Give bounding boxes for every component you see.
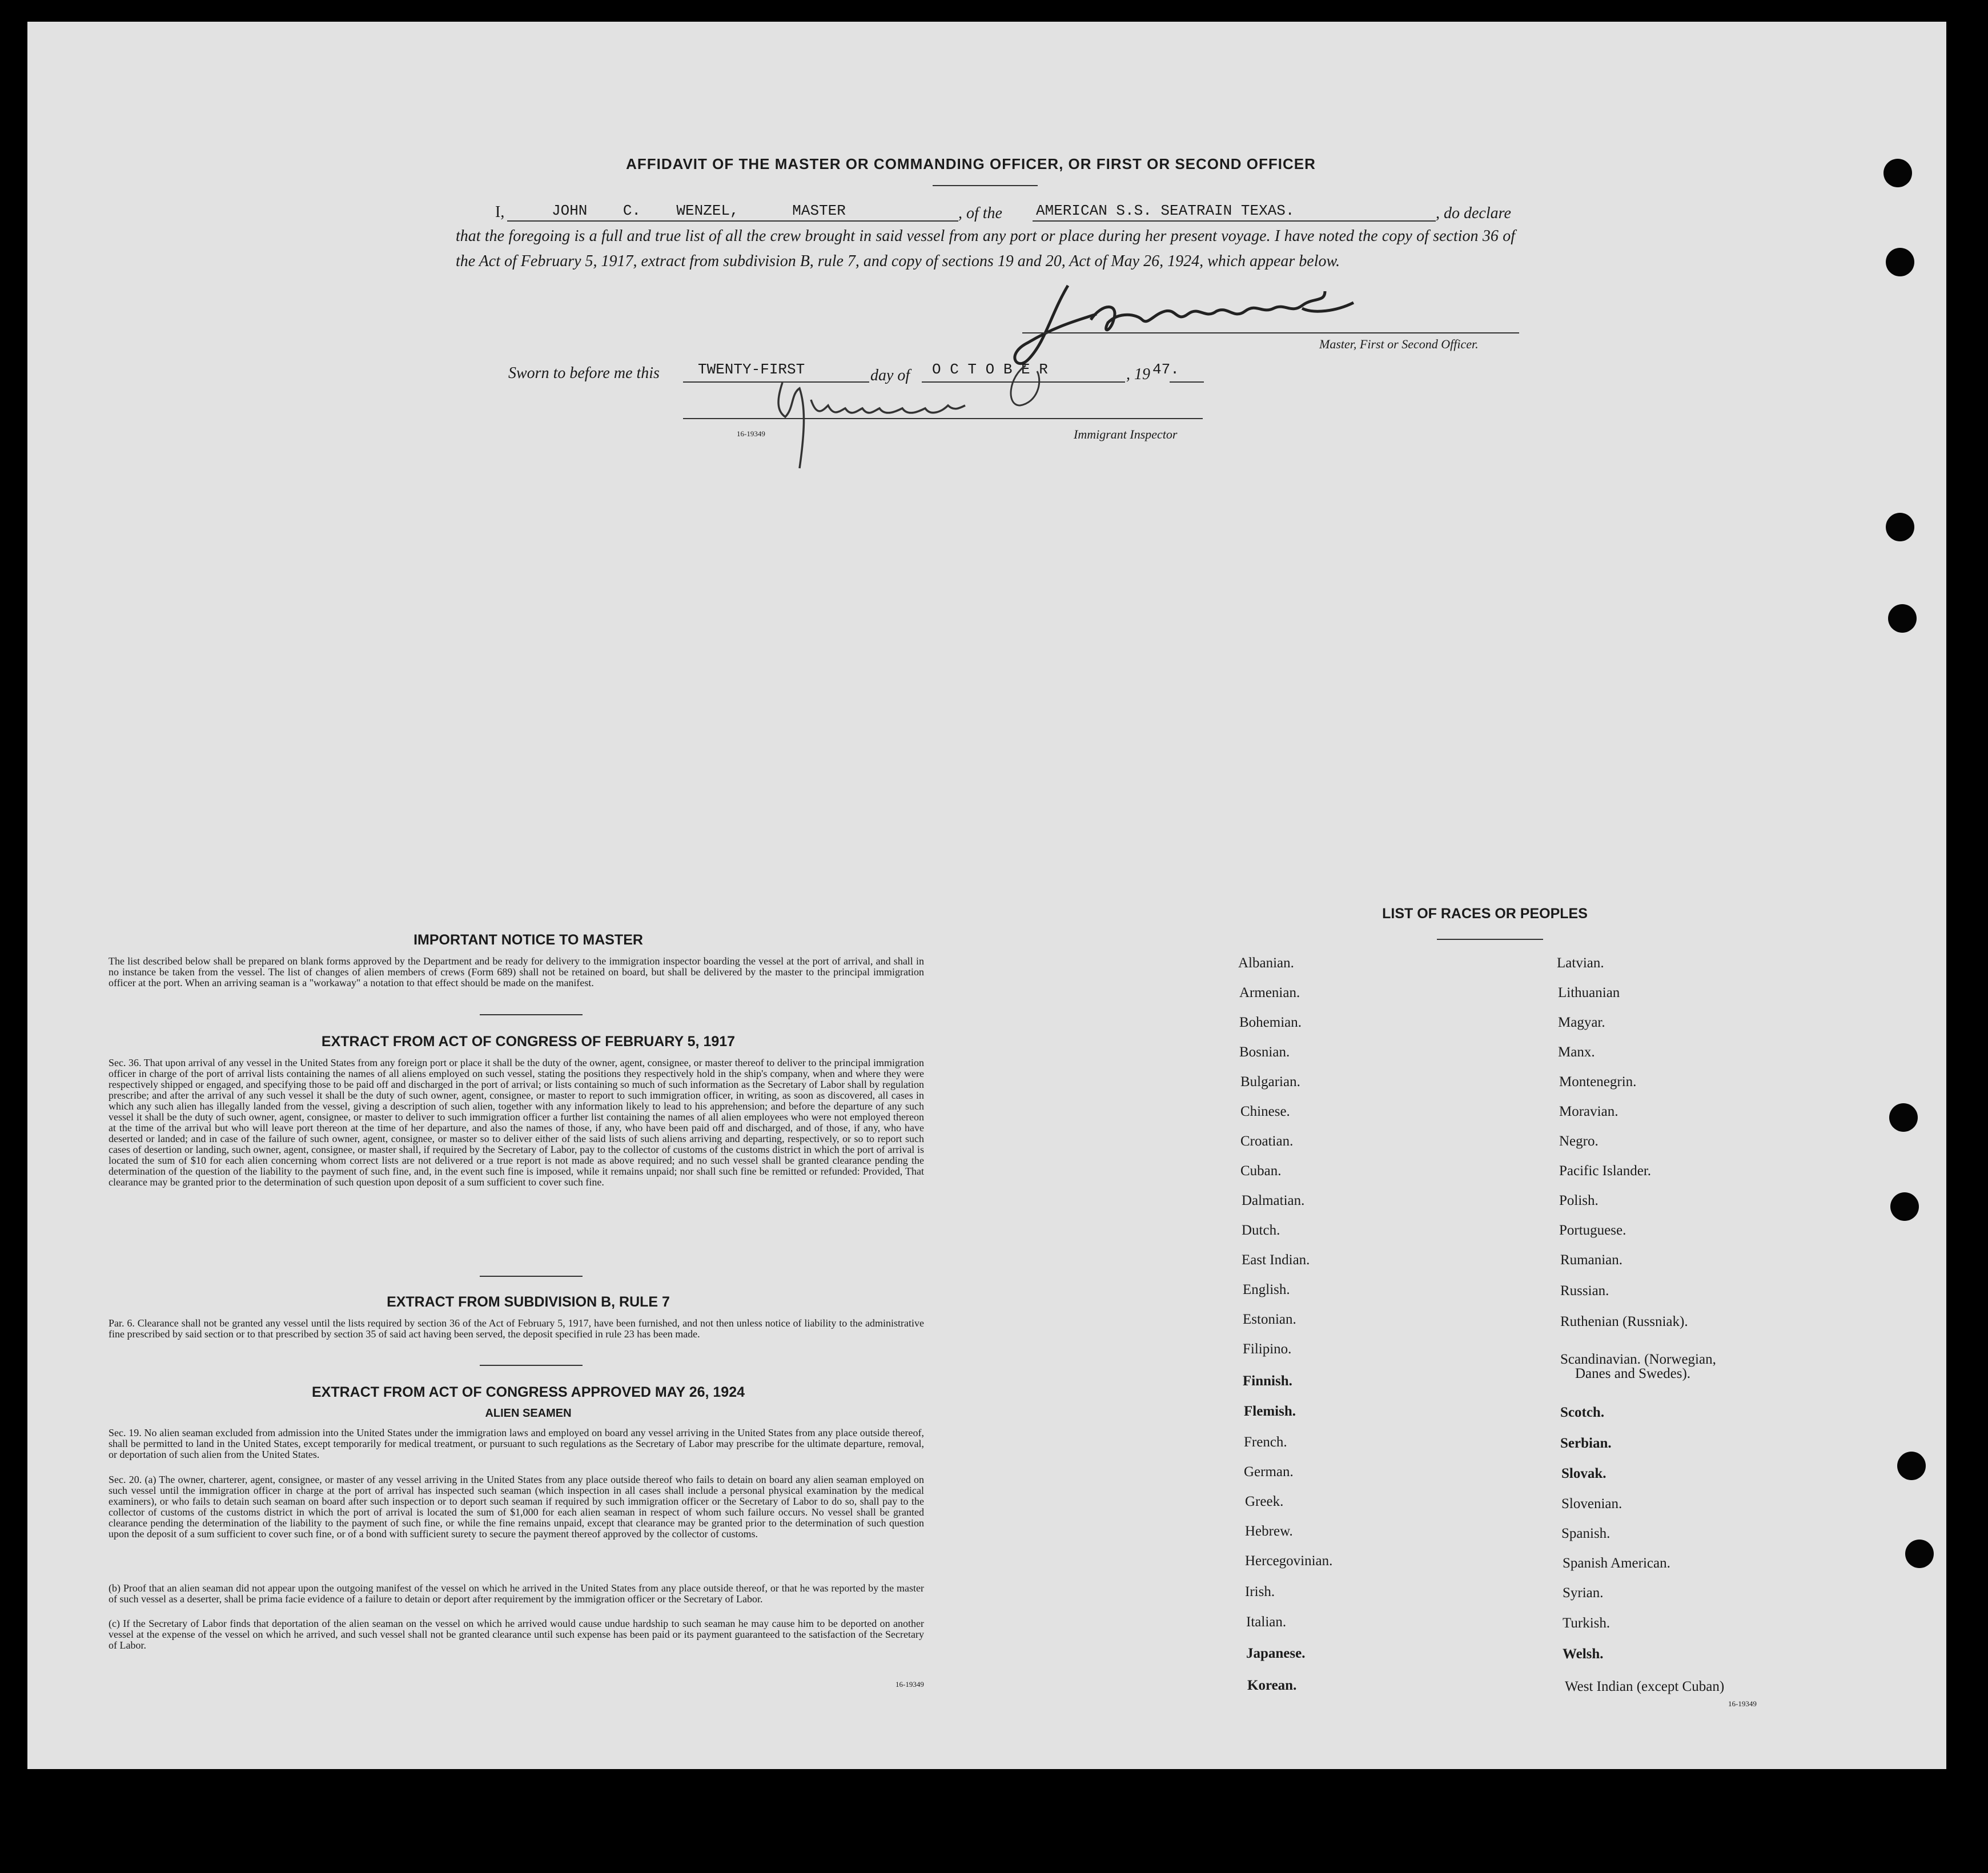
affidavit-statement: that the foregoing is a full and true list of all the crew brought in said vessel from any port or place during her present voyage. I have noted the copy of section 36 of the Act of February 5, 1917, extract from subdivision B, rule 7, and copy of sections 19 and 20, Act of May 26, 1924, which appear below. [456,227,1515,270]
race-item: Bohemian. [1239,1015,1302,1030]
year-suffix: 47. [1152,361,1179,378]
race-item: Slovak. [1561,1466,1607,1481]
race-item: Hebrew. [1245,1524,1293,1539]
race-item: Montenegrin. [1559,1074,1637,1090]
race-item: Pacific Islander. [1559,1163,1652,1179]
sec19-body: Sec. 19. No alien seaman excluded from admission into the United States under the immigration laws and employed on board any vessel arriving in the United States from any place outside thereof, shall be permitted to land in the United States, except temporarily for medical treatment, or pursuant to such regulations as the Secretary of Labor may prescribe for the ultimate departure, removal, or deportation of such alien from the United States. [109,1427,924,1460]
race-item: Polish. [1559,1193,1599,1208]
extract1-body: Sec. 36. That upon arrival of any vessel in the United States from any foreign port or place it shall be the duty of the owner, agent, consignee, or master thereof to deliver to the principal immigration officer in charge of the port of arrival lists containing the names of all aliens employed on such vessel, stating the positions they respectively hold in the ship's company, when and where they were respectively shipped or engaged, and specifying those to be paid off and discharged in the port of arrival; or lists containing so much of such information as the Secretary of Labor shall by regulation prescribe; and after the arrival of any such vessel it shall be the duty of such owner, agent, consignee, or master to report to such immigration officer, in writing, as soon as discovered, all cases in which any such alien has illegally landed from the vessel, giving a description of such alien, together with any information likely to lead to his apprehension; and before the departure of any such vessel it shall be the duty of such owner, agent, consignee, or master to deliver to such immigration officer a further list containing the names of all alien employees who were not employed thereon at the time of the arrival but who will leave port thereon at the time of her departure, and also the names of those, if any, who have been paid off and discharged, and of those, if any, who have deserted or landed; and in case of the failure of such owner, agent, consignee, or master so to deliver either of the said lists of such aliens arriving and departing, respectively, or so to report such cases of desertion or landing, such owner, agent, consignee, or master shall, if required by the Secretary of Labor, pay to the collector of customs of the customs district in which the port of arrival is located the sum of $10 for each alien concerning whom correct lists are not delivered or a true report is not made as above required; and no such vessel shall be granted clearance pending the determination of the question of the liability to the payment of such fine, and, in the event such fine is imposed, while it remains unpaid; nor shall such fine be remitted or refunded: Provided, That clearance may be granted prior to the determination of such question upon deposit of a sum sufficient to cover such fine. [109,1057,924,1188]
race-item: Bosnian. [1239,1044,1290,1060]
affidavit-title: AFFIDAVIT OF THE MASTER OR COMMANDING OFFICER, OR FIRST OR SECOND OFFICER [626,155,1316,172]
sec20a-body: Sec. 20. (a) The owner, charterer, agent, consignee, or master of any vessel arriving in the United States from any place outside thereof who fails to detain on board any alien seaman employed on such vessel until the immigration officer in charge at the port of arrival has inspected such seaman (which inspection in all cases shall include a personal physical examination by the medical examiners), or who fails to detain such seaman on board after such inspection or to deport such seaman if required by such immigration officer or the Secretary of Labor to do so, shall pay to the collector of customs of the customs district in which the port of arrival is located the sum of $1,000 for each alien seaman in respect of whom such failure occurs. No vessel shall be granted clearance pending the determination of the liability to the payment of such fine, or while the fine remains unpaid, except that clearance may be granted prior to the determination of such question upon the deposit of a sum sufficient to cover such fine, or of a bond with sufficient surety to secure the payment thereof approved by the collector of customs. [109,1474,924,1540]
race-item: Flemish. [1244,1404,1296,1419]
notice-form-number: 16-19349 [895,1680,924,1689]
inspector-signature-line [683,418,1203,419]
race-item: Russian. [1560,1283,1609,1299]
extract3-subtitle: ALIEN SEAMEN [485,1407,572,1420]
extract2-body: Par. 6. Clearance shall not be granted any vessel until the lists required by section 36 of the Act of February 5, 1917, have been furnished, and not then unless notice of liability to the administrative fine prescribed by said section or to that prescribed by section 35 of said act having been served, the deposit specified in rule 23 has been made. [109,1317,924,1340]
race-item: Portuguese. [1559,1223,1626,1238]
race-item: Korean. [1247,1678,1297,1693]
race-item: Spanish. [1561,1526,1611,1541]
affidavit-form-number: 16-19349 [737,429,765,438]
divider [480,1365,583,1366]
race-item: Latvian. [1557,955,1604,971]
of-the-label: , of the [958,204,1002,222]
race-item: Lithuanian [1558,985,1620,1000]
punch-hole [1888,604,1917,633]
race-item: Danes and Swedes). [1575,1366,1691,1381]
races-form-number: 16-19349 [1728,1699,1757,1708]
inspector-title: Immigrant Inspector [1074,427,1178,441]
race-item: Cuban. [1240,1163,1282,1179]
race-item: Estonian. [1243,1312,1296,1327]
divider [933,185,1038,186]
race-item: Filipino. [1243,1341,1292,1357]
punch-hole [1889,1103,1918,1132]
master-signature-line [1022,332,1519,333]
declarant-underline [507,220,958,222]
sworn-day: TWENTY-FIRST [698,361,805,378]
notice-body: The list described below shall be prepared on blank forms approved by the Department and be ready for delivery to the immigration inspector boarding the vessel at the port of arrival, and shall in no instance be taken from the vessel. The list of changes of alien members of crews (Form 689) shall not be retained on board, but shall be delivered by the master to the principal immigration officer at the port. When an arriving seaman is a "workaway" a notation to that effect should be made on the manifest. [109,955,924,988]
punch-hole [1886,513,1914,541]
race-item: Italian. [1246,1614,1287,1630]
punch-hole [1886,248,1914,276]
race-item: Rumanian. [1560,1252,1623,1268]
race-item: Turkish. [1563,1615,1611,1631]
race-item: Manx. [1558,1044,1595,1060]
divider [1437,939,1543,940]
race-item: Armenian. [1239,985,1300,1000]
race-item: Dalmatian. [1242,1193,1305,1208]
race-item: West Indian (except Cuban) [1565,1679,1725,1694]
race-item: Hercegovinian. [1245,1553,1333,1569]
extract1-title: EXTRACT FROM ACT OF CONGRESS OF FEBRUARY 5, 1917 [321,1034,736,1050]
notice-title: IMPORTANT NOTICE TO MASTER [413,932,643,948]
sec20b-body: (b) Proof that an alien seaman did not appear upon the outgoing manifest of the vessel on which he arrived in the United States from any place outside thereof, or that he was reported by the master of such vessel as a deserter, shall be prima facie evidence of a failure to detain or deport after requirement by the immigration officer or the Secretary of Labor. [109,1582,924,1605]
race-item: Scotch. [1560,1405,1605,1420]
race-item: Spanish American. [1563,1556,1670,1571]
races-title: LIST OF RACES OR PEOPLES [1382,906,1588,922]
race-item: Irish. [1245,1584,1275,1599]
race-item: Magyar. [1558,1015,1605,1030]
race-item: Negro. [1559,1134,1599,1149]
race-item: Ruthenian (Russniak). [1560,1314,1688,1329]
sworn-prefix: Sworn to before me this [508,364,660,382]
handwritten-mark [1003,360,1060,417]
race-item: English. [1243,1282,1290,1297]
race-item: Bulgarian. [1240,1074,1300,1090]
punch-hole [1890,1192,1919,1221]
declarant-name: JOHN C. WENZEL, MASTER [552,202,846,219]
race-item: German. [1244,1464,1294,1480]
race-item: Chinese. [1240,1104,1290,1119]
race-item: Dutch. [1242,1223,1280,1238]
do-declare-label: , do declare [1436,204,1511,222]
divider [480,1276,583,1277]
punch-hole [1897,1452,1926,1480]
day-of-label: day of [870,367,910,384]
punch-hole [1883,159,1912,187]
race-item: Albanian. [1238,955,1294,971]
year-underline [1170,381,1204,383]
race-item: Scandinavian. (Norwegian, [1560,1352,1716,1367]
sec20c-body: (c) If the Secretary of Labor finds that deportation of the alien seaman on the vessel on which he arrived would cause undue hardship to such seaman he may cause him to be deported on another vessel at the expense of the vessel on which he arrived, and such vessel shall not be granted clearance until such expense has been paid or its payment guaranteed to the satisfaction of the Secretary of Labor. [109,1618,924,1651]
divider [480,1014,583,1015]
vessel-name: AMERICAN S.S. SEATRAIN TEXAS. [1036,202,1295,219]
extract2-title: EXTRACT FROM SUBDIVISION B, RULE 7 [387,1294,670,1310]
race-item: Slovenian. [1561,1496,1622,1512]
punch-hole [1905,1540,1934,1568]
race-item: Serbian. [1560,1436,1612,1451]
race-item: Welsh. [1563,1646,1604,1662]
race-item: Syrian. [1563,1585,1604,1601]
signer-title: Master, First or Second Officer. [1319,337,1479,351]
race-item: Moravian. [1559,1104,1618,1119]
race-item: French. [1244,1434,1287,1450]
race-item: East Indian. [1242,1252,1310,1268]
year-prefix: , 19 [1126,365,1150,383]
extract3-title: EXTRACT FROM ACT OF CONGRESS APPROVED MAY 26, 1924 [311,1384,745,1400]
master-signature [1005,280,1359,371]
race-item: Finnish. [1243,1373,1292,1389]
inspector-signature [765,377,971,474]
declarant-prefix: I, [495,203,505,221]
race-item: Croatian. [1240,1134,1294,1149]
sworn-month: O C T O B E R [932,361,1048,378]
race-item: Japanese. [1246,1646,1306,1661]
race-item: Greek. [1245,1494,1284,1509]
vessel-underline [1033,220,1436,222]
